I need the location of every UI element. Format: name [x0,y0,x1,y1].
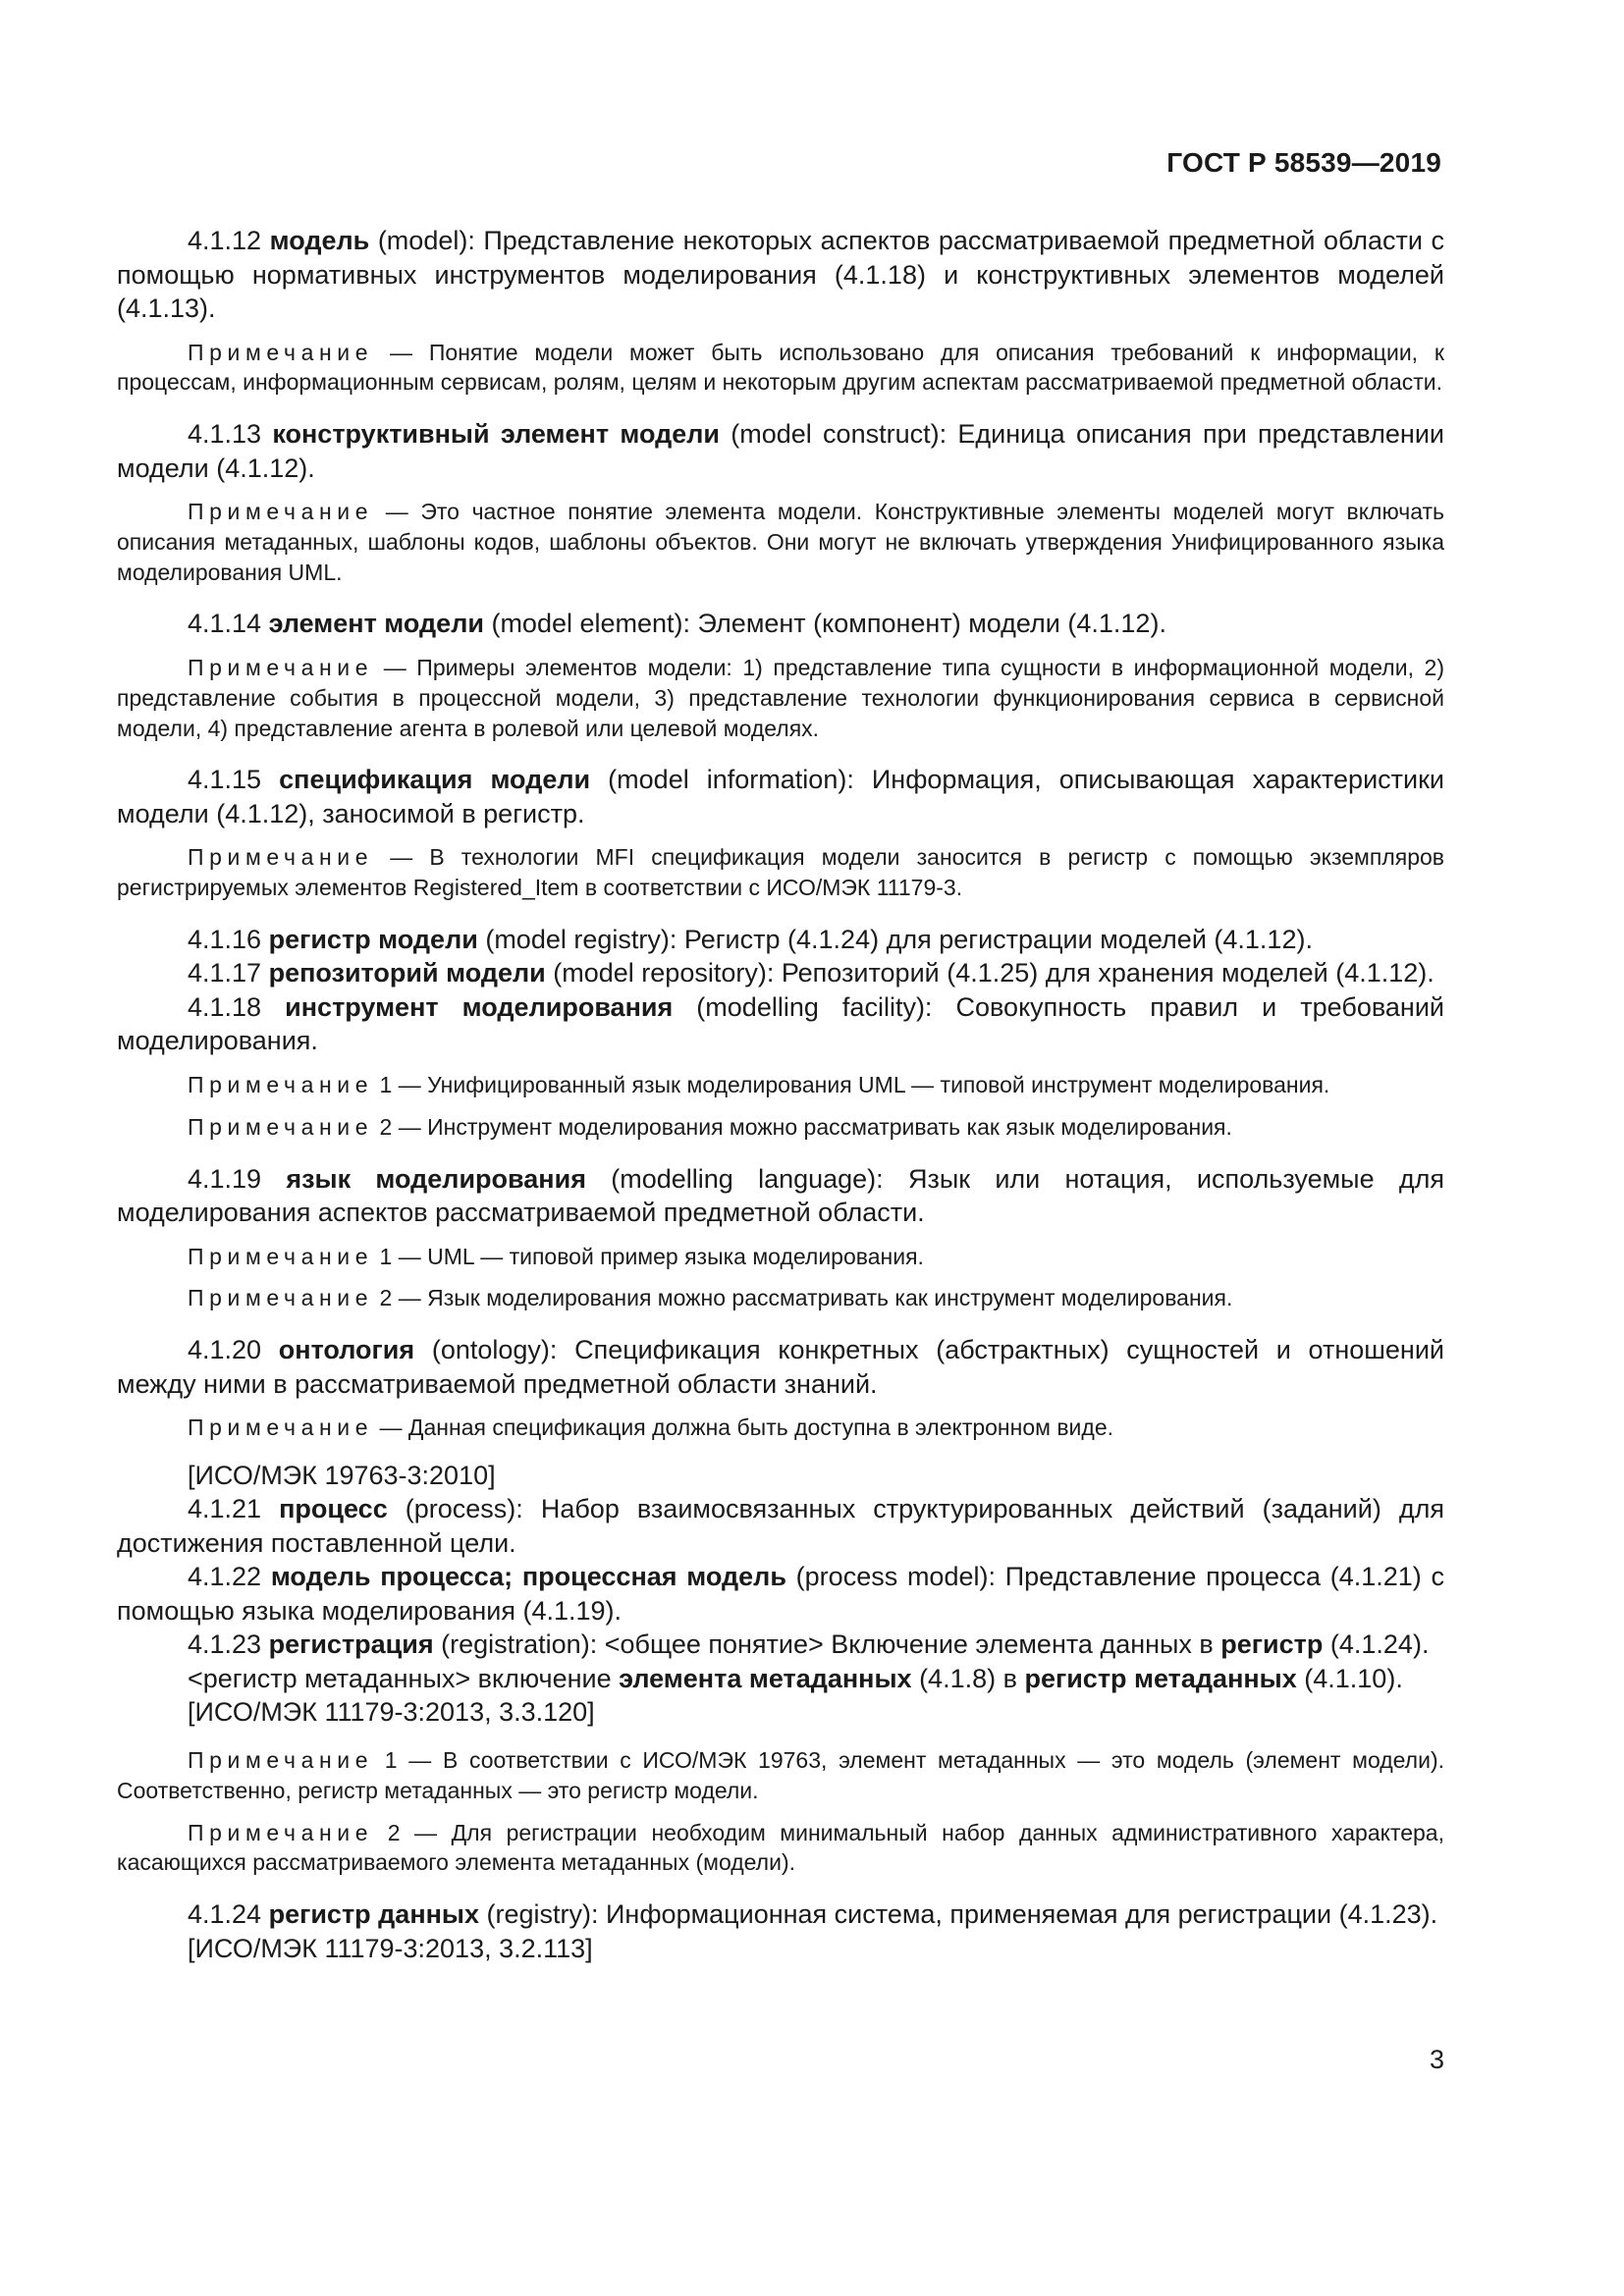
term: инструмент моделирования [285,991,674,1022]
note: Примечание — Примеры элементов модели: 1) представление типа сущности в информационной модели, 2) представление события в процессной модели, 3) представление технологии функционирования сервиса в сервисной модели, 4) представление агента в ролевой или целевой моделях. [117,654,1444,741]
note-label: Примечание [188,339,374,365]
note-label: Примечание [188,1746,374,1773]
term-definition-continuation: <регистр метаданных> включение элемента метаданных (4.1.8) в регистр метаданных (4.1.10). [188,1663,1403,1693]
note-label: Примечание [188,654,374,680]
note: Примечание 2 — Язык моделирования можно рассматривать как инструмент моделирования. [188,1285,1233,1311]
term-definition: 4.1.17 репозиторий модели (model repository): Репозиторий (4.1.25) для хранения моделей (4.1.12). [188,958,1435,988]
source-reference: [ИСО/МЭК 19763-3:2010] [188,1460,496,1490]
note: Примечание — Понятие модели может быть использовано для описания требований к информации, к процессам, информационным сервисам, ролям, целям и некоторым другим аспектам рассматриваемой предметной области. [117,339,1444,396]
term: спецификация модели [279,765,591,795]
term-definition: 4.1.18 инструмент моделирования (modelling facility): Совокупность правил и требований моделирования. [117,991,1444,1056]
note: Примечание 2 — Для регистрации необходим минимальный набор данных административного характера, касающихся рассматриваемого элемента метаданных (модели). [117,1819,1444,1876]
term-definition: 4.1.14 элемент модели (model element): Элемент (компонент) модели (4.1.12). [188,609,1166,639]
note-label: Примечание [188,1819,374,1845]
term-definition: 4.1.15 спецификация модели (model information): Информация, описывающая характеристики модели (4.1.12), заносимой в регистр. [117,765,1444,828]
term: элемента метаданных [619,1663,912,1693]
term: модель [269,226,370,255]
term: конструктивный элемент модели [272,419,720,450]
note-label: Примечание [188,1243,374,1269]
source-reference: [ИСО/МЭК 11179-3:2013, 3.3.120] [188,1697,595,1728]
term: регистр данных [268,1899,480,1930]
page-number: 3 [1429,2045,1444,2074]
term: регистр модели [268,924,478,954]
note: Примечание 1 — Унифицированный язык моделирования UML — типовой инструмент моделирования. [188,1071,1330,1097]
term-definition: 4.1.22 модель процесса; процессная модель (process model): Представление процесса (4.1.21) с помощью языка моделирования (4.1.19). [117,1562,1445,1626]
note-label: Примечание [188,844,374,871]
note: Примечание — Это частное понятие элемента модели. Конструктивные элементы моделей могут включать описания метаданных, шаблоны кодов, шаблоны объектов. Они могут не включать утверждения Унифицированного языка моделирования UML. [117,499,1444,585]
term: регистр [1220,1629,1324,1660]
page-content [117,224,1444,1965]
term-definition: 4.1.16 регистр модели (model registry): Регистр (4.1.24) для регистрации моделей (4.1.12). [188,924,1313,954]
note-label: Примечание [188,1415,374,1441]
document-number: ГОСТ Р 58539—2019 [1166,147,1441,178]
term: модель процесса; процессная модель [270,1562,786,1592]
note: Примечание 2 — Инструмент моделирования можно рассматривать как язык моделирования. [188,1113,1232,1140]
term-definition: 4.1.24 регистр данных (registry): Информационная система, применяемая для регистрации (4.1.23). [188,1899,1438,1930]
term: процесс [279,1494,388,1524]
term: онтология [278,1335,415,1365]
term: репозиторий модели [268,958,546,988]
term: элемент модели [268,609,484,639]
term-definition: 4.1.19 язык моделирования (modelling language): Язык или нотация, используемые для моделирования аспектов рассматриваемой предметной области. [117,1163,1445,1228]
note-label: Примечание [188,1113,374,1140]
term-definition: 4.1.21 процесс (process): Набор взаимосвязанных структурированных действий (заданий) для достижения поставленной цели. [117,1494,1444,1558]
term: регистрация [268,1629,434,1660]
note: Примечание 1 — UML — типовой пример языка моделирования. [188,1243,924,1269]
term: язык моделирования [286,1163,586,1194]
note: Примечание 1 — В соответствии с ИСО/МЭК 19763, элемент метаданных — это модель (элемент модели). Соответственно, регистр метаданных — это регистр модели. [117,1746,1444,1803]
term: регистр метаданных [1024,1663,1297,1693]
term-definition: 4.1.20 онтология (ontology): Спецификация конкретных (абстрактных) сущностей и отношений между ними в рассматриваемой предметной области знаний. [117,1335,1444,1399]
note: Примечание — В технологии MFI спецификация модели заносится в регистр с помощью экземпляров регистрируемых элементов Registered_Item в соответствии с ИСО/МЭК 11179-3. [117,844,1444,901]
source-reference: [ИСО/МЭК 11179-3:2013, 3.2.113] [188,1933,593,1963]
note: Примечание — Данная спецификация должна быть доступна в электронном виде. [188,1415,1113,1441]
note-label: Примечание [188,1285,374,1311]
note-label: Примечание [188,499,374,525]
term-definition: 4.1.23 регистрация (registration): <общее понятие> Включение элемента данных в регистр (4.1.24). [188,1629,1430,1660]
term-definition: 4.1.12 модель (model): Представление некоторых аспектов рассматриваемой предметной области с помощью нормативных инструментов моделирования (4.1.18) и конструктивных элементов моделей (4.1.13). [117,226,1444,323]
term-definition: 4.1.13 конструктивный элемент модели (model construct): Единица описания при представлении модели (4.1.12). [117,419,1445,483]
note-label: Примечание [188,1071,374,1097]
